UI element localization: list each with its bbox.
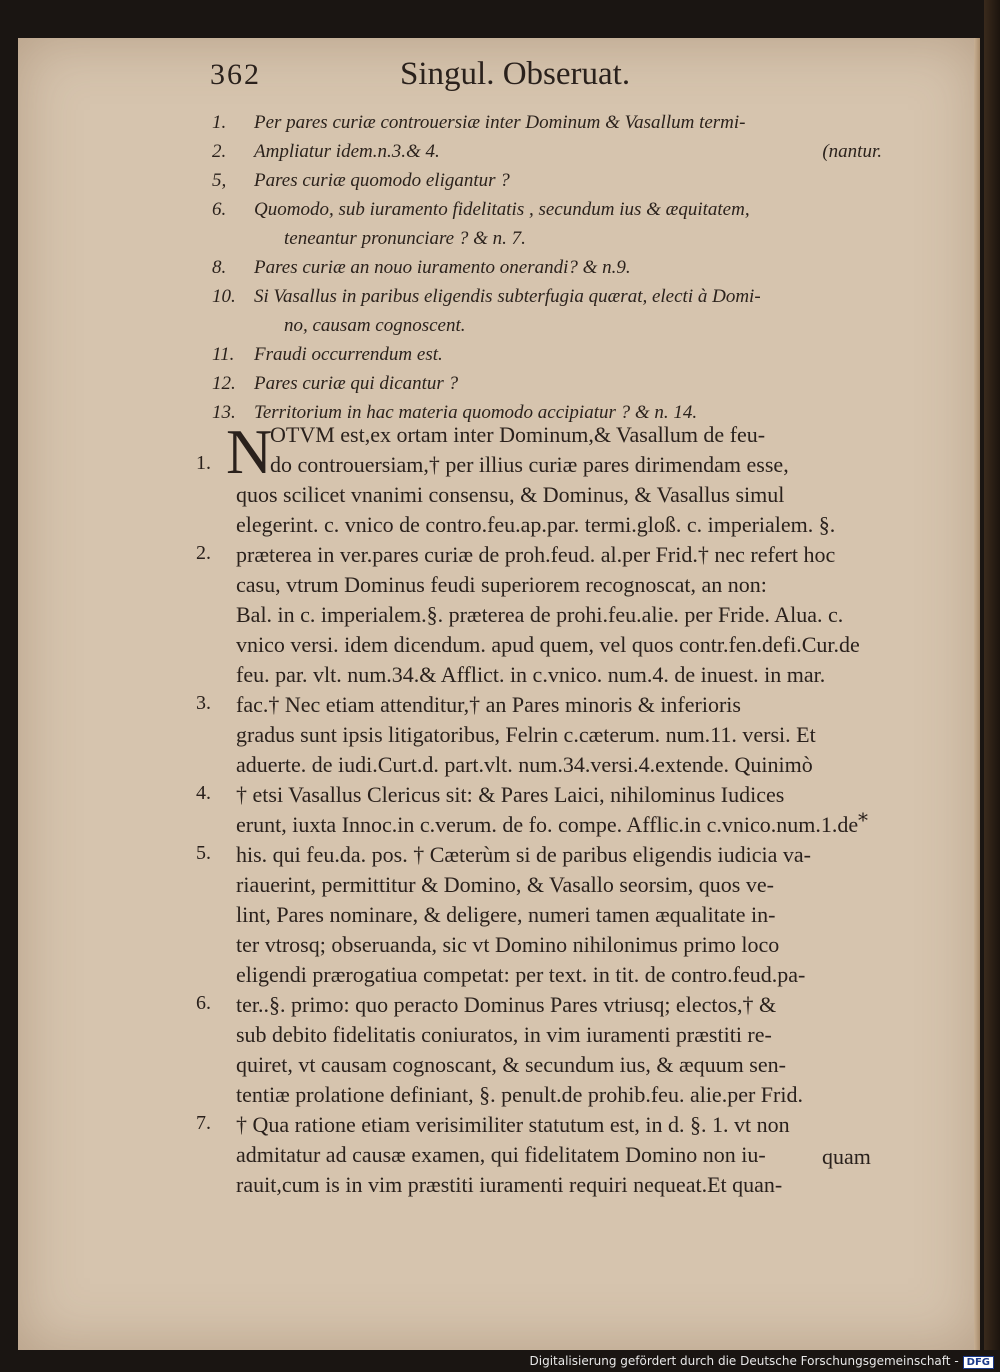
page-number: 362 <box>210 58 261 91</box>
body-line: do controuersiam,† per illius curiæ pares dirimendam esse, <box>270 452 789 477</box>
body-line: eligendi prærogatiua competat: per text. in tit. de contro.feud.pa- <box>236 962 806 987</box>
summary-item: 8. Pares curiæ an nouo iuramento onerandi? & n.9. <box>212 257 631 278</box>
body-line: præterea in ver.pares curiæ de proh.feud. al.per Frid.† nec refert hoc <box>236 542 836 567</box>
catchword: quam <box>822 1144 871 1169</box>
body-line: admitatur ad causæ examen, qui fidelitatem Domino non iu- <box>236 1142 766 1167</box>
body-line: aduerte. de iudi.Curt.d. part.vlt. num.34.versi.4.extende. Quinimò <box>236 752 813 777</box>
body-line: lint, Pares nominare, & deligere, numeri tamen æqualitate in- <box>236 902 776 927</box>
body-line: OTVM est,ex ortam inter Dominum,& Vasallum de feu- <box>270 422 766 447</box>
body-line: ter vtrosq; obseruanda, sic vt Domino nihilonimus primo loco <box>236 932 780 957</box>
margin-number: 2. <box>196 542 211 564</box>
body-line: vnico versi. idem dicendum. apud quem, vel quos contr.fen.defi.Cur.de <box>236 632 860 657</box>
body-line: erunt, iuxta Innoc.in c.verum. de fo. compe. Afflic.in c.vnico.num.1.de <box>236 812 859 837</box>
body-line: riauerint, permittitur & Domino, & Vasallo seorsim, quos ve- <box>236 872 774 897</box>
summary-item: 5, Pares curiæ quomodo eligantur ? <box>212 170 510 191</box>
drop-cap: N <box>226 416 273 487</box>
marginal-mark: * <box>858 808 868 832</box>
summary-item: 6. Quomodo, sub iuramento fidelitatis , secundum ius & æquitatem, <box>212 199 750 220</box>
body-line: tentiæ prolatione definiant, §. penult.de prohib.feu. alie.per Frid. <box>236 1082 803 1107</box>
dfg-logo: DFG <box>963 1356 994 1369</box>
body-line: casu, vtrum Dominus feudi superiorem recognoscat, an non: <box>236 572 767 597</box>
body-line: gradus sunt ipsis litigatoribus, Felrin c.cæterum. num.11. versi. Et <box>236 722 816 747</box>
body-line: feu. par. vlt. num.34.& Afflict. in c.vnico. num.4. de inuest. in mar. <box>236 662 826 687</box>
body-line: his. qui feu.da. pos. † Cæterùm si de paribus eligendis iudicia va- <box>236 842 811 867</box>
page-header <box>210 58 890 108</box>
body-line: quos scilicet vnanimi consensu, & Dominus, & Vasallus simul <box>236 482 785 507</box>
body-line: elegerint. c. vnico de contro.feu.ap.par. termi.gloß. c. imperialem. §. <box>236 512 836 537</box>
summary-item: 10. Si Vasallus in paribus eligendis subterfugia quærat, electi à Domi- <box>212 286 761 307</box>
summary-item: 13. Territorium in hac materia quomodo accipiatur ? & n. 14. <box>212 402 698 423</box>
summary-item: 1. Per pares curiæ controuersiæ inter Dominum & Vasallum termi- <box>212 112 746 133</box>
margin-number: 1. <box>196 452 211 474</box>
footer-text: Digitalisierung gefördert durch die Deutsche Forschungsgemeinschaft - <box>529 1354 959 1368</box>
body-line: † etsi Vasallus Clericus sit: & Pares Laici, nihilominus Iudices <box>236 782 785 807</box>
margin-number: 7. <box>196 1112 211 1134</box>
body-line: Bal. in c. imperialem.§. præterea de prohi.feu.alie. per Fride. Alua. c. <box>236 602 844 627</box>
summary-list <box>212 108 892 427</box>
margin-number: 3. <box>196 692 211 714</box>
body-line: quiret, vt causam cognoscant, & secundum ius, & æquum sen- <box>236 1052 786 1077</box>
summary-item: 2. Ampliatur idem.n.3.& 4. (nantur. <box>212 141 882 162</box>
margin-number: 6. <box>196 992 211 1014</box>
running-title: Singul. Obseruat. <box>400 56 631 92</box>
page-edge <box>974 38 980 1350</box>
body-line: fac.† Nec etiam attenditur,† an Pares minoris & inferioris <box>236 692 741 717</box>
margin-number: 5. <box>196 842 211 864</box>
summary-item: teneantur pronunciare ? & n. 7. <box>284 228 526 249</box>
summary-item: 12. Pares curiæ qui dicantur ? <box>212 373 459 394</box>
body-line: rauit,cum is in vim præstiti iuramenti requiri nequeat.Et quan- <box>236 1172 783 1197</box>
summary-item: no, causam cognoscent. <box>284 315 466 336</box>
margin-number: 4. <box>196 782 211 804</box>
body-line: sub debito fidelitatis coniuratos, in vim iuramenti præstiti re- <box>236 1022 772 1047</box>
body-line: † Qua ratione etiam verisimiliter statutum est, in d. §. 1. vt non <box>236 1112 790 1137</box>
book-spine <box>984 0 1000 1350</box>
body-line: ter..§. primo: quo peracto Dominus Pares vtriusq; electos,† & <box>236 992 777 1017</box>
summary-item: 11. Fraudi occurrendum est. <box>212 344 443 365</box>
digitization-footer <box>530 1354 995 1369</box>
